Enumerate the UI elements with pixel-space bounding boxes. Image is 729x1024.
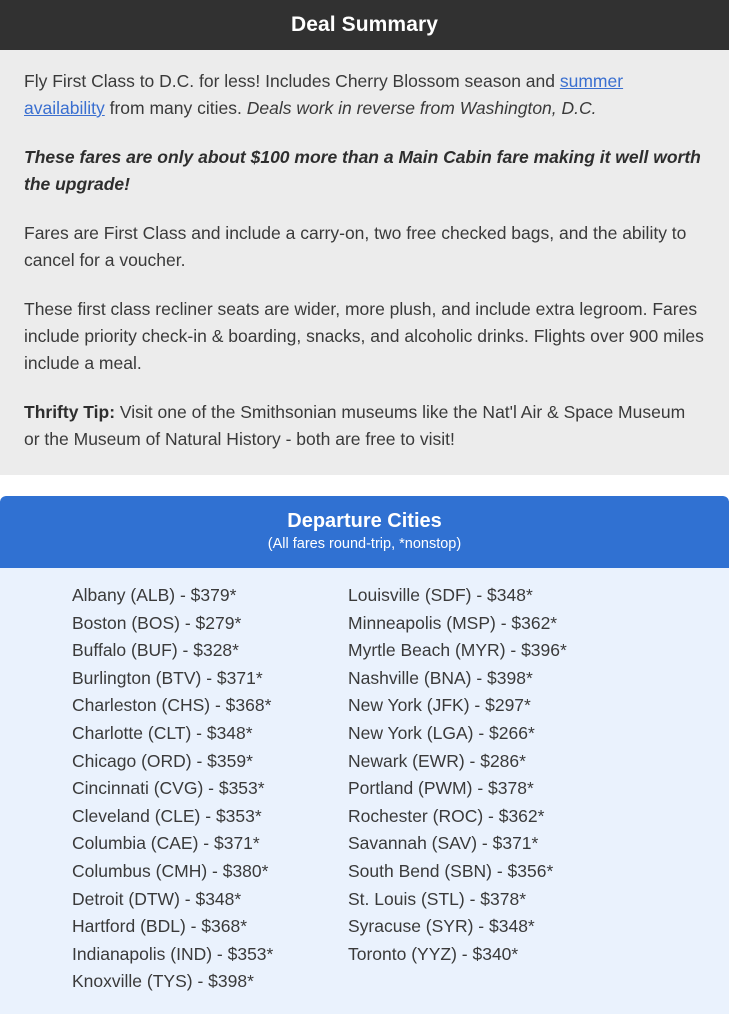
city-fare-item: Columbus (CMH) - $380*: [72, 860, 269, 881]
intro-text-part-1: Fly First Class to D.C. for less! Includes Cherry Blossom season and: [24, 71, 560, 91]
departure-cities-body: [0, 568, 729, 1014]
city-fare-item: Detroit (DTW) - $348*: [72, 888, 242, 909]
city-fare-item: Myrtle Beach (MYR) - $396*: [348, 640, 567, 661]
city-fare-item: Indianapolis (IND) - $353*: [72, 943, 274, 964]
city-fare-item: New York (JFK) - $297*: [348, 695, 531, 716]
deal-summary-header: [0, 0, 729, 50]
page-title: Deal Summary: [290, 13, 439, 36]
summer-availability-link[interactable]: summer availability: [24, 71, 624, 118]
city-fare-item: Boston (BOS) - $279*: [72, 612, 242, 633]
city-fare-item: Louisville (SDF) - $348*: [348, 585, 533, 605]
thrifty-tip-text: Visit one of the Smithsonian museums like the Nat'l Air & Space Museum or the Museum of Natural History - both are free to visit!: [24, 402, 686, 449]
city-fare-item: Cincinnati (CVG) - $353*: [72, 778, 265, 799]
city-fare-item: Buffalo (BUF) - $328*: [72, 640, 239, 661]
city-fare-item: Nashville (BNA) - $398*: [348, 667, 533, 688]
city-fare-item: Newark (EWR) - $286*: [348, 750, 526, 771]
city-fare-item: St. Louis (STL) - $378*: [348, 888, 526, 909]
city-fare-item: South Bend (SBN) - $356*: [348, 860, 554, 881]
city-fare-item: Albany (ALB) - $379*: [72, 585, 237, 605]
city-fare-item: Charlotte (CLT) - $348*: [72, 722, 253, 743]
intro-paragraph: [24, 68, 705, 122]
thrifty-tip-paragraph: [24, 399, 705, 453]
city-fare-item: Cleveland (CLE) - $353*: [72, 805, 262, 826]
city-fare-item: Savannah (SAV) - $371*: [348, 833, 539, 854]
highlight-text: These fares are only about $100 more than a Main Cabin fare making it well worth the upgrade!: [24, 147, 701, 194]
intro-text-part-2: from many cities.: [104, 98, 247, 118]
highlight-paragraph: [24, 144, 705, 198]
thrifty-tip-label: Thrifty Tip:: [24, 402, 116, 422]
city-fare-item: Chicago (ORD) - $359*: [72, 750, 253, 771]
departure-cities-title: Departure Cities: [287, 510, 442, 532]
departure-cities-subtitle: (All fares round-trip, *nonstop): [267, 536, 462, 552]
departure-cities-header: [0, 496, 729, 568]
departure-cities-card: [0, 496, 729, 1014]
city-fare-item: Portland (PWM) - $378*: [348, 778, 534, 799]
deal-summary-card: [0, 0, 729, 475]
city-fare-item: Charleston (CHS) - $368*: [72, 695, 272, 716]
departure-cities-column-right: [333, 582, 729, 996]
city-fare-item: Burlington (BTV) - $371*: [72, 667, 263, 688]
city-fare-item: Rochester (ROC) - $362*: [348, 805, 545, 826]
city-fare-item: New York (LGA) - $266*: [348, 722, 535, 743]
city-fare-item: Minneapolis (MSP) - $362*: [348, 612, 558, 633]
city-fare-item: Hartford (BDL) - $368*: [72, 916, 248, 937]
city-fare-item: Columbia (CAE) - $371*: [72, 833, 260, 854]
city-fare-item: Syracuse (SYR) - $348*: [348, 916, 535, 937]
section-divider: [0, 475, 729, 496]
intro-italic-note: Deals work in reverse from Washington, D.C.: [246, 98, 597, 118]
city-fare-item: Knoxville (TYS) - $398*: [72, 971, 254, 992]
seat-details-paragraph: These first class recliner seats are wider, more plush, and include extra legroom. Fares include priority check-in & boarding, snacks, and alcoholic drinks. Flights over 900 miles include a meal.: [24, 299, 704, 373]
deal-summary-body: [0, 50, 729, 475]
departure-cities-column-left: [0, 582, 333, 996]
fares-inclusions-paragraph: Fares are First Class and include a carry-on, two free checked bags, and the ability to cancel for a voucher.: [24, 223, 687, 270]
city-fare-item: Toronto (YYZ) - $340*: [348, 943, 519, 964]
